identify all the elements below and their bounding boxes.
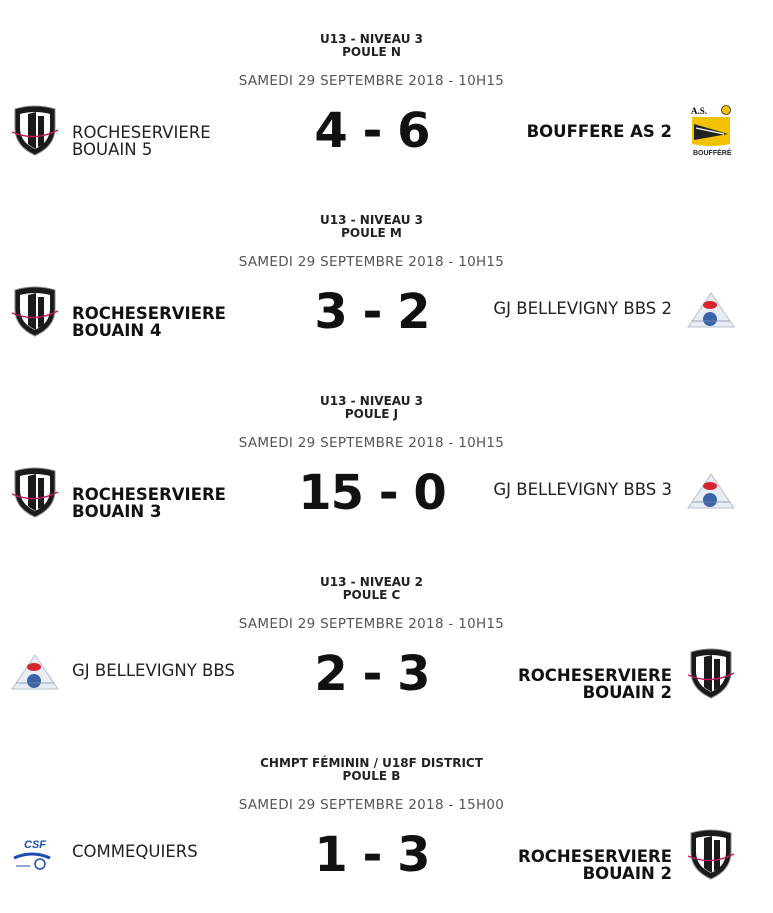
commequiers-logo-text: CSF: [24, 839, 46, 851]
away-team-name[interactable]: [527, 123, 672, 140]
competition-group: POULE N: [342, 45, 401, 59]
rocheserviere-crest-icon: [686, 828, 736, 882]
match-card[interactable]: [0, 724, 773, 905]
rocheserviere-crest-icon: [10, 285, 60, 339]
match-datetime: SAMEDI 29 SEPTEMBRE 2018 - 10H15: [238, 616, 505, 632]
commequiers-crest-icon: [10, 828, 60, 882]
bouffere-crest-icon: [686, 104, 736, 158]
match-datetime: SAMEDI 29 SEPTEMBRE 2018 - 10H15: [238, 73, 505, 89]
competition-group: POULE M: [341, 226, 402, 240]
team-name-line: ROCHESERVIERE: [518, 666, 672, 685]
match-card[interactable]: [0, 362, 773, 543]
home-team-name[interactable]: [72, 124, 211, 158]
match-datetime: SAMEDI 29 SEPTEMBRE 2018 - 10H15: [238, 254, 505, 270]
competition-group: POULE C: [342, 588, 401, 602]
bouffere-logo-text: A.S.: [691, 106, 708, 116]
rocheserviere-crest-icon: [10, 466, 60, 520]
team-name-line: BOUAIN 2: [582, 864, 672, 883]
bellevigny-crest-icon: [686, 466, 736, 520]
match-score: 15 - 0: [298, 465, 446, 521]
competition-name: U13 - NIVEAU 3: [320, 32, 423, 46]
rocheserviere-crest-icon: [686, 647, 736, 701]
team-name-line: BOUAIN 5: [72, 140, 153, 159]
team-name-line: BOUAIN 4: [72, 321, 162, 340]
team-name-line: ROCHESERVIERE: [72, 485, 226, 504]
team-name-line: BOUAIN 3: [72, 502, 162, 521]
match-score: 1 - 3: [314, 827, 430, 883]
match-score: 4 - 6: [314, 103, 430, 159]
away-team-name[interactable]: [493, 481, 672, 498]
team-name-line: COMMEQUIERS: [72, 842, 198, 861]
home-team-name[interactable]: [72, 486, 226, 520]
team-name-line: ROCHESERVIERE: [72, 304, 226, 323]
away-team-name[interactable]: [518, 848, 672, 882]
team-name-line: GJ BELLEVIGNY BBS: [72, 661, 235, 680]
competition-name: CHMPT FÉMININ / U18F DISTRICT: [260, 756, 483, 770]
match-card[interactable]: [0, 543, 773, 724]
competition-name: U13 - NIVEAU 3: [320, 213, 423, 227]
home-team-name[interactable]: [72, 843, 198, 860]
match-score: 2 - 3: [314, 646, 430, 702]
rocheserviere-crest-icon: [10, 104, 60, 158]
bellevigny-crest-icon: [10, 647, 60, 701]
team-name-line: GJ BELLEVIGNY BBS 2: [493, 299, 672, 318]
away-team-name[interactable]: [518, 667, 672, 701]
competition-name: U13 - NIVEAU 3: [320, 394, 423, 408]
competition-group: POULE J: [344, 407, 399, 421]
match-card[interactable]: [0, 0, 773, 181]
away-team-name[interactable]: [493, 300, 672, 317]
bellevigny-crest-icon: [686, 285, 736, 339]
team-name-line: ROCHESERVIERE: [518, 847, 672, 866]
home-team-name[interactable]: [72, 305, 226, 339]
competition-name: U13 - NIVEAU 2: [320, 575, 423, 589]
team-name-line: BOUFFERE AS 2: [526, 122, 672, 141]
bouffere-logo-caption: BOUFFÉRÉ: [693, 150, 732, 157]
team-name-line: GJ BELLEVIGNY BBS 3: [493, 480, 672, 499]
match-datetime: SAMEDI 29 SEPTEMBRE 2018 - 15H00: [238, 797, 505, 813]
team-name-line: ROCHESERVIERE: [72, 123, 211, 142]
competition-group: POULE B: [342, 769, 401, 783]
home-team-name[interactable]: [72, 662, 235, 679]
match-card[interactable]: [0, 181, 773, 362]
match-datetime: SAMEDI 29 SEPTEMBRE 2018 - 10H15: [238, 435, 505, 451]
match-score: 3 - 2: [314, 284, 430, 340]
team-name-line: BOUAIN 2: [582, 683, 672, 702]
